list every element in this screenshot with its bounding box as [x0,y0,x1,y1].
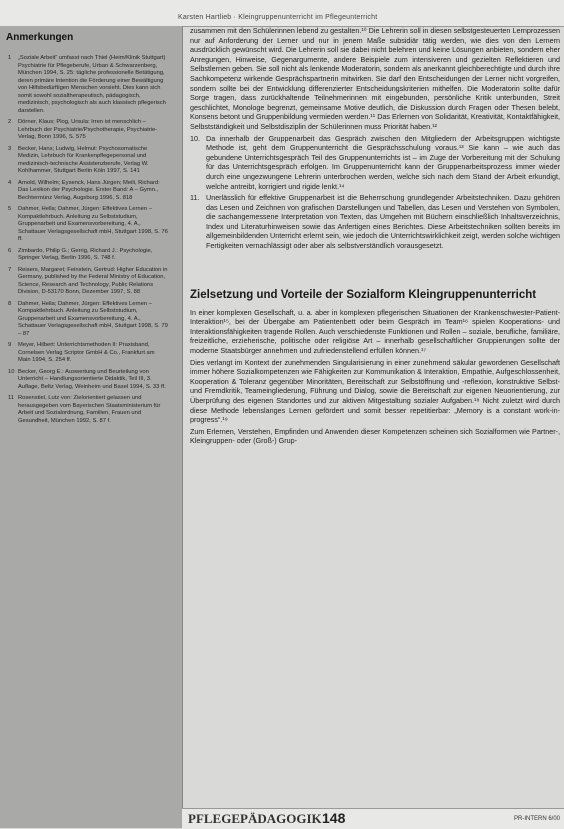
note-item: 10 Becker, Georg E.: Auswertung und Beurteilung von Unterricht – Handlungsorientierte Didaktik, Teil III, 3. Auflage, Beltz Verlag, Weinheim und Basel 1994, S. 33 ff. [8,368,166,390]
note-item: 7 Reisers, Margaret; Feinstein, Gertrud: Higher Education in Germany, published by the Federal Ministry of Education, Science, Research and Technology, Public Relations Division, D-53170 Bonn, Dezember 1997, S. 88 [8,266,168,295]
notes-heading: Anmerkungen [6,32,74,43]
note-item: 1 „Soziale Arbeit“ umfasst nach Thiel (Heim/Klinik Stuttgart) Psychiatrie für Pflegeberufe, Urban & Schwarzenberg, München 1994, S. 25: tägliche professionelle Betätigung, deren primäre Intention die Förderung einer Bewältigung von Hilfsbedürftigen Menschen vorsieht. Dies kann sich somit sowohl sozialtherapeutisch, pädagogisch, medizinisch, psychologisch als auch klassisch pflegerisch darstellen. [8,55,166,114]
note-item: 9 Meyer, Hilbert: Unterrichtsmethoden II: Praxisband, Cornelsen Verlag Scriptor GmbH & Co., Frankfurt am Main 1994, S. 254 ff. [8,342,155,363]
page-number: 148 [322,810,346,826]
issue-label: PR-INTERN 6/00 [513,816,560,822]
body-paragraph: In einer komplexen Gesellschaft, u. a. aber in komplexen pflegerischen Situationen der Krankenschwester-Patient-Interaktion¹⁵, bei der Übergabe am Patientenbett oder beim Gespräch im Team¹⁶ spielen Kooperations- und Interaktionsfähigkeiten tragende Rollen. Auch verschiedenste Funktionen und Rollen – soziale, berufliche, familiäre, freizeitliche, erzieherische, politische oder religiöse Art – innerhalb gesellschaftlicher Gruppierungen sollte der moderne Staatsbürger annehmen und zufriedenstellend erfüllen können.¹⁷ [190,307,560,356]
notes-list [0,55,182,425]
journal-title: PFLEGEPÄDAGOGIK [188,811,322,826]
notes-sidebar [0,26,183,828]
note-item: 2 Dörner, Klaus; Plog, Ursula: Irren ist menschlich – Lehrbuch der Psychiatrie/Psychotherapie, Psychiatrie-Verlag, Bonn 1996, S. 575 [8,119,158,140]
page-footer [182,808,564,829]
note-item: 11 Rosenstiel, Lutz von: Zielorientiert gelassen und herausgegeben vom Bayerischen Staatsministerium für Arbeit und Sozialordnung, Familien, Frauen und Gesundheit, München 1992, S. 87 f. [8,395,161,424]
article-body [190,26,560,806]
body-paragraph: Zum Erlernen, Verstehen, Empfinden und Anwenden dieser Kompetenzen scheinen sich Sozialformen wie Partner-, Kleingruppen- oder (Groß-) Grup- [190,426,560,446]
list-item: 10. Da innerhalb der Gruppenarbeit das Gespräch zwischen den Mitgliedern der Arbeitsgruppen wichtigste Methode ist, geht dem Gruppenunterricht die Gesprächsschulung voraus.¹³ Sie kann – wie auch das gebundene Unterrichtsgespräch Teil des Gruppenunterrichts ist – im Zuge der Vorbereitung mit der Schulung für das Unterrichtsgespräch erfolgen. Im Gruppenunterricht kann der Gruppenarbeitsprozess immer wieder durch eine ungezwungene Lehrerin unterbrochen werden, welche sich nach dem Stand der Arbeit erkundigt, welche antreibt, korrigiert und rigide lenkt.¹⁴ [190,133,560,191]
note-item: 8 Dahmer, Hella; Dahmer, Jürgen: Effektives Lernen – Kompaktlehrbuch. Anleitung zu Selbststudium, Gruppenarbeit und Examensvorbereitung, 4. A., Schattauer Verlagsgesellschaft mbH, Stuttgart 1998, S. 79 – 87 [8,300,168,337]
running-title: Karsten Hartlieb · Kleingruppenunterricht im Pflegeunterricht [178,14,378,21]
running-header [0,0,564,27]
note-item: 3 Becker, Hans; Ludwig, Helmut: Psychosomatische Medizin, Lehrbuch für Krankenpflegepersonal und medizinisch-technische Assistenzberufe, Verlag W. Kohlhammer, Stuttgart Berlin Köln 1997, S. 141 [8,145,149,174]
list-item: 11. Unerlässlich für effektive Gruppenarbeit ist die Beherrschung grundlegender Arbeitstechniken. Dazu gehören das Lesen und Zeichnen von grafischen Darstellungen und Tabellen, das Lesen und Verstehen von Symbolen, die sachangemessene Interpretation von Texten, das Umgehen mit Büchern einschließlich Inhaltsverzeichnis, Index und Literaturhinweisen sowie das Anfertigen eines Berichtes. Diese Arbeitstechniken sollten bereits im allgemeinbildenden Unterricht erlernt sein, wie jedoch die Unterrichtswirklichkeit zeigt, werden solche wichtigen Fertigkeiten vernachlässigt oder aber als selbstverständlich vorausgesetzt. [190,193,560,251]
note-item: 4 Arnold, Wilhelm; Eysenck, Hans Jürgen; Meili, Richard: Das Lexikon der Psychologie. Erster Band: A – Gymn., Bechtermünz Verlag, Augsburg 1996, S. 818 [8,179,160,201]
numbered-list [190,134,560,251]
note-item: 5 Dahmer, Hella; Dahmer, Jürgen: Effektives Lernen – Kompaktlehrbuch. Anleitung zu Selbststudium, Gruppenarbeit und Examensvorbereitung, 4. A., Schattauer Verlagsgesellschaft mbH, Stuttgart 1998, S. 76 ff. [8,206,168,242]
body-paragraph: Dies verlangt im Kontext der zunehmenden Singularisierung in einer zunehmend säkular gewordenen Gesellschaft immer höhere Sozialkompetenzen wie Fähigkeiten zur Kommunikation & Interaktion, Empathie, Aufgeschlossenheit, Kooperation & Toleranz gegenüber Minoritäten, Bereitschaft zur Selbstöffnung und -reflexion, konstruktive Selbst- und Fremdkritik, Teameingliederung, Führung und Dialog, sowie die Bereitschaft zur eigenen Neuorientierung, zur Überprüfung des eigenen Standortes und zur aktiven Mitgestaltung sozialer Aufgaben.¹⁸ Nicht zuletzt wird durch diese Methode lebenslanges Lernen gefördert und somit besser repetitierbar: „Memory is a constant work-in-progress“.¹⁹ [190,357,560,425]
note-item: 6 Zimbardo, Philip G.; Gerrig, Richard J.: Psychologie, Springer Verlag, Berlin 1996, S. 748 f. [8,247,153,261]
intro-paragraph: zusammen mit den Schülerinnen lebend zu gestalten.¹⁰ Die Lehrerin soll in diesen selbstgesteuerten Lernprozessen nur auf Anforderung der Lerner und nur in jenem Maße subsidiär tätig werden, wie dies von den Lernern ausdrücklich gewünscht wird. Die Lehrerin soll sie dabei nicht belehren und keine Lösungen anbieten, sondern eher Anregungen, Hinweise, Gegenargumente, andere Beispiele zum intensiveren und gezielten Reflektieren und Selbstlernen geben. Sie soll nicht als lenkende Moderatorin, sondern als anerkannt gleichberechtigte und durch ihre Sachkompetenz wirkende Gesprächspartnerin mitwirken. Sie darf den Entscheidungen der Lerner nicht vorgreifen, sondern sollte bei der Entwicklung differenzierter Entscheidungskriterien mithelfen. Die Moderatorin sollte dafür Sorge tragen, dass zurückhaltende Teilnehmerinnen mit eingebunden, persönliche Kritik unterbunden, Streit geschlichtet, Monologe begrenzt, gemeinsame Motive deutlich, die Diskussion durch Fragen oder Thesen belebt, Konsens betont und Gruppenbildung vermieden werden.¹¹ Das Erlernen von Solidarität, Kreativität, Kontaktfähigkeit, Selbstständigkeit und Selbstdisziplin der Schülerinnen muss Priorität haben.¹² [190,26,560,131]
section-heading: Zielsetzung und Vorteile der Sozialform Kleingruppenunterricht [190,288,537,301]
